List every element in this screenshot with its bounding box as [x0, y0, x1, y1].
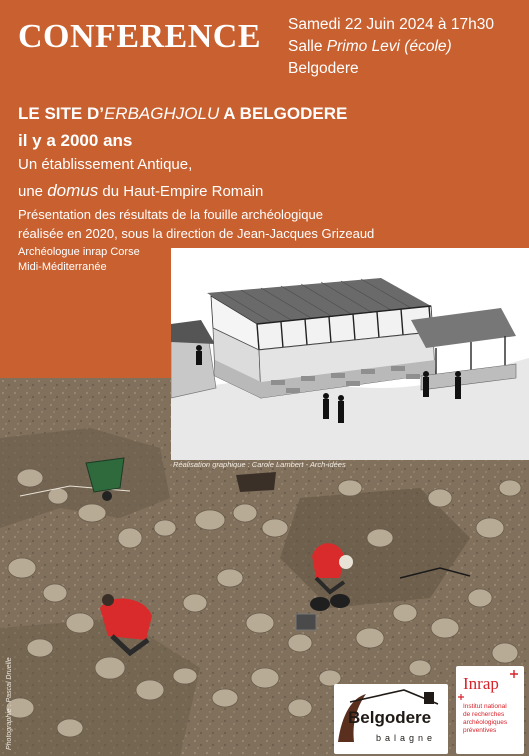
photo-credit: Photographie : Pascal Druelle [6, 657, 13, 750]
belgodere-logo [334, 684, 448, 754]
inrap-desc-line-4: préventives [463, 727, 497, 734]
inrap-logo-description [463, 703, 507, 735]
page-title: CONFERENCE [18, 18, 262, 55]
description-line-1: Un établissement Antique, [18, 156, 193, 173]
line2-emphasis: domus [47, 181, 99, 200]
conference-headline [18, 104, 347, 124]
inrap-desc-line-1: Institut national [463, 703, 507, 710]
inrap-desc-line-3: archéologiques [463, 719, 508, 726]
description-line-2 [18, 181, 263, 201]
belgodere-logo-subtitle: balagne [376, 733, 437, 743]
conference-subheadline: il y a 2000 ans [18, 131, 133, 150]
event-venue [288, 36, 494, 58]
belgodere-logo-name: Belgodere [348, 708, 432, 727]
event-date-time: Samedi 22 Juin 2024 à 17h30 [288, 16, 494, 33]
headline-site-name: ERBAGHJOLU [103, 104, 220, 123]
venue-prefix: Salle [288, 38, 327, 55]
headline-part1: LE SITE D’ [18, 104, 104, 123]
speaker-affiliation-line-2: Midi-Méditerranée [18, 261, 107, 273]
domus-reconstruction-illustration [171, 248, 529, 460]
headline-part2: A BELGODERE [219, 104, 348, 123]
illustration-caption: Réalisation graphique : Carole Lambert - Arch-idées [173, 460, 346, 469]
venue-name: Primo Levi (école) [326, 38, 452, 55]
description-line-4: réalisée en 2020, sous la direction de Jean-Jacques Grizeaud [18, 226, 375, 241]
line2-suffix: du Haut-Empire Romain [98, 183, 264, 200]
event-town: Belgodere [288, 60, 359, 77]
inrap-logo-name: Inrap [463, 674, 499, 693]
speaker-affiliation-line-1: Archéologue inrap Corse [18, 246, 140, 258]
line2-prefix: une [18, 183, 48, 200]
description-line-3: Présentation des résultats de la fouille archéologique [18, 207, 323, 222]
event-info [288, 14, 494, 80]
inrap-desc-line-2: de recherches [463, 711, 505, 718]
inrap-logo [456, 666, 524, 754]
